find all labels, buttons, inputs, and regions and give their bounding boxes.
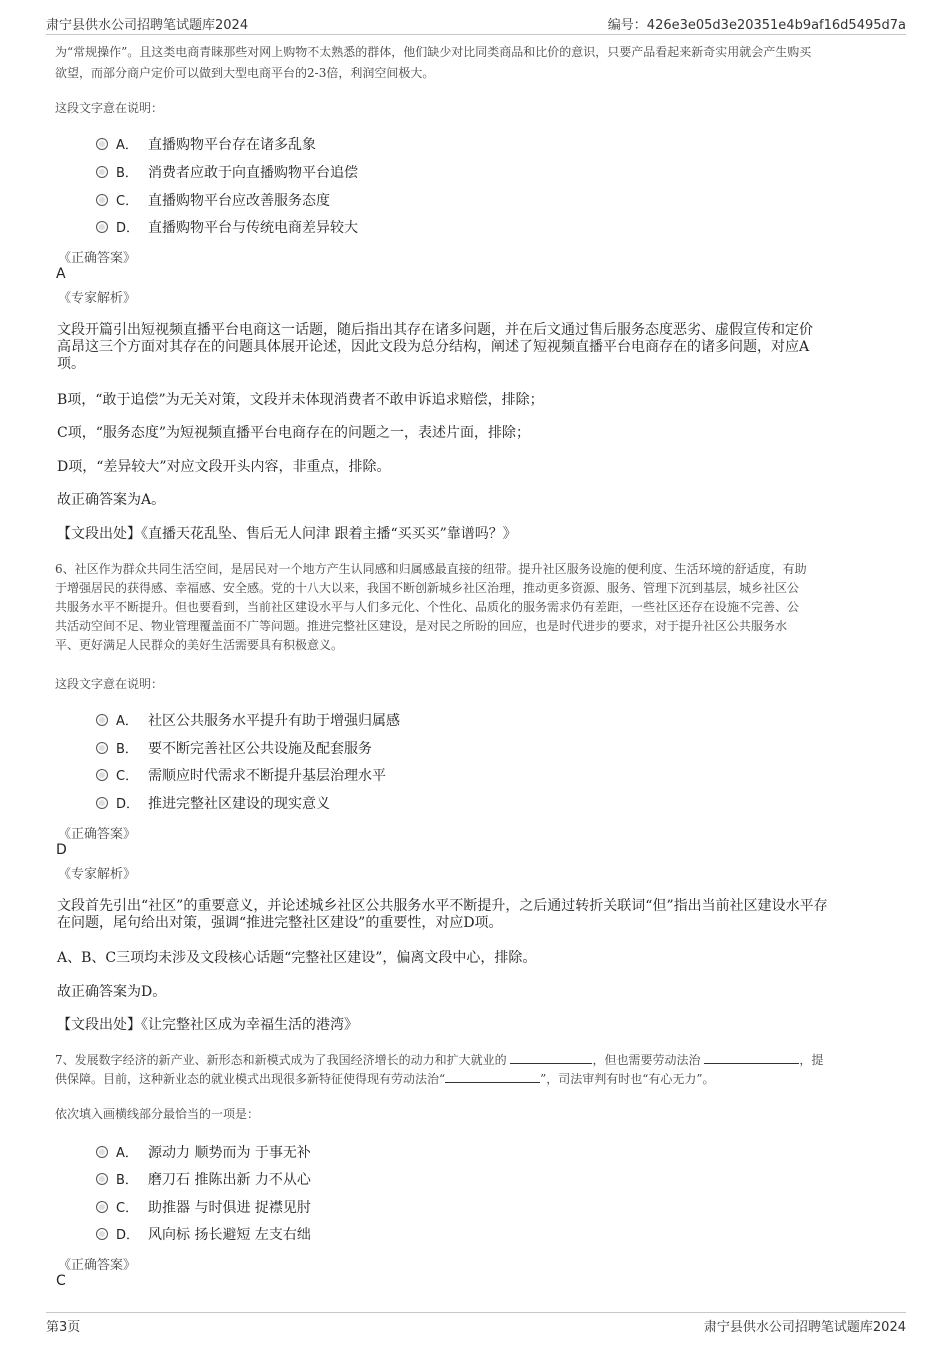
fill-blank-2 <box>704 1051 799 1064</box>
option-key: C． <box>116 194 139 209</box>
radio-icon[interactable] <box>96 769 108 781</box>
option-key: A． <box>116 1146 138 1161</box>
option-text: 直播购物平台与传统电商差异较大 <box>148 220 358 236</box>
option-d-analysis: D项，“差异较大”对应文段开头内容，非重点，排除。 <box>57 459 391 475</box>
radio-icon[interactable] <box>96 714 108 726</box>
answer-value: D <box>56 842 67 858</box>
analysis-text <box>57 322 897 373</box>
option-key: B． <box>116 1173 138 1188</box>
radio-icon[interactable] <box>96 742 108 754</box>
passage-continuation <box>55 42 895 83</box>
analysis-line: 文段开篇引出短视频直播平台电商这一话题，随后指出其存在诸多问题，并在后文通过售后服务态度恶劣、虚假宣传和定价 <box>57 322 813 338</box>
option-b-analysis: B项，“敢于追偿”为无关对策，文段并未体现消费者不敢申诉追求赔偿，排除； <box>57 392 544 408</box>
passage-line: 共活动空间不足、物业管理覆盖面不广等问题。推进完整社区建设，是对民之所盼的回应，也是时代进步的要求，对于提升社区公共服务水 <box>55 619 788 633</box>
passage-line: 平、更好满足人民群众的美好生活需要具有积极意义。 <box>55 638 344 652</box>
question-passage <box>55 560 895 655</box>
option-text: 磨刀石 推陈出新 力不从心 <box>148 1172 311 1188</box>
option-text: 推进完整社区建设的现实意义 <box>148 796 330 812</box>
question-prompt: 这段文字意在说明： <box>55 101 164 115</box>
document-id: 编号：426e3e05d3e20351e4b9af16d5495d7a <box>607 18 906 33</box>
option-key: B． <box>116 166 138 181</box>
radio-icon[interactable] <box>96 1173 108 1185</box>
radio-icon[interactable] <box>96 1146 108 1158</box>
analysis-line: 在问题，尾句给出对策，强调“推进完整社区建设”的重要性，对应D项。 <box>57 915 503 931</box>
conclusion: 故正确答案为A。 <box>57 492 166 508</box>
option-b[interactable] <box>96 162 358 182</box>
option-text: 需顺应时代需求不断提升基层治理水平 <box>148 768 386 784</box>
option-a[interactable] <box>96 710 400 730</box>
option-d[interactable] <box>96 1224 311 1244</box>
radio-icon[interactable] <box>96 138 108 150</box>
text-segment: 供保障。目前，这种新业态的就业模式出现很多新特征使得现有劳动法治“ <box>55 1072 446 1086</box>
answer-label: 《正确答案》 <box>58 827 137 842</box>
option-c[interactable] <box>96 765 386 785</box>
option-key: C． <box>116 1201 139 1216</box>
passage-line <box>55 1051 895 1070</box>
option-text: 直播购物平台存在诸多乱象 <box>148 137 316 153</box>
option-b[interactable] <box>96 1169 311 1189</box>
passage-line: 欲望，而部分商户定价可以做到大型电商平台的2-3倍，利润空间极大。 <box>55 65 435 80</box>
radio-icon[interactable] <box>96 166 108 178</box>
option-a[interactable] <box>96 134 316 154</box>
analysis-label: 《专家解析》 <box>58 291 137 306</box>
text-segment: ，提 <box>799 1053 824 1067</box>
option-key: A． <box>116 714 138 729</box>
option-text: 社区公共服务水平提升有助于增强归属感 <box>148 713 400 729</box>
header-title: 肃宁县供水公司招聘笔试题库2024 <box>46 18 249 33</box>
text-segment: ，但也需要劳动法治 <box>592 1053 701 1067</box>
option-key: B． <box>116 742 138 757</box>
text-segment: 7、发展数字经济的新产业、新形态和新模式成为了我国经济增长的动力和扩大就业的 <box>55 1053 507 1067</box>
page-number: 第3页 <box>46 1320 81 1335</box>
option-text: 风向标 扬长避短 左支右绌 <box>148 1227 311 1243</box>
passage-line: 共服务水平不断提升。但也要看到，当前社区建设水平与人们多元化、个性化、品质化的服务需求仍有差距，一些社区还存在设施不完善、公 <box>55 600 800 614</box>
page-header <box>46 12 906 35</box>
option-text: 直播购物平台应改善服务态度 <box>148 193 330 209</box>
option-text: 消费者应敢于向直播购物平台追偿 <box>148 165 358 181</box>
passage-source: 【文段出处】《直播天花乱坠、售后无人问津 跟着主播“买买买”靠谱吗？》 <box>57 526 517 542</box>
radio-icon[interactable] <box>96 1201 108 1213</box>
question-prompt: 依次填入画横线部分最恰当的一项是： <box>55 1107 260 1121</box>
option-key: D． <box>116 797 140 812</box>
option-a[interactable] <box>96 1142 311 1162</box>
answer-label: 《正确答案》 <box>58 251 137 266</box>
answer-value: A <box>56 266 66 282</box>
option-c[interactable] <box>96 1197 311 1217</box>
fill-blank-1 <box>510 1051 592 1064</box>
option-key: D． <box>116 221 140 236</box>
conclusion: 故正确答案为D。 <box>57 984 167 1000</box>
answer-label: 《正确答案》 <box>58 1258 137 1273</box>
question-prompt: 这段文字意在说明： <box>55 677 164 691</box>
analysis-line: 项。 <box>57 356 85 372</box>
text-segment: ”，司法审判有时也“有心无力”。 <box>540 1072 715 1086</box>
passage-line: 于增强居民的获得感、幸福感、安全感。党的十八大以来，我国不断创新城乡社区治理，推动更多资源、服务、管理下沉到基层，城乡社区公 <box>55 581 800 595</box>
option-c-analysis: C项，“服务态度”为短视频直播平台电商存在的问题之一，表述片面，排除； <box>57 425 531 441</box>
option-b[interactable] <box>96 738 372 758</box>
passage-line: 为“常规操作”。且这类电商青睐那些对网上购物不太熟悉的群体，他们缺少对比同类商品和比价的意识，只要产品看起来新奇实用就会产生购买 <box>55 45 812 59</box>
option-text: 助推器 与时俱进 捉襟见肘 <box>148 1200 311 1216</box>
analysis-label: 《专家解析》 <box>58 867 137 882</box>
option-key: C． <box>116 769 139 784</box>
option-text: 要不断完善社区公共设施及配套服务 <box>148 741 372 757</box>
radio-icon[interactable] <box>96 194 108 206</box>
option-d[interactable] <box>96 793 330 813</box>
options-analysis: A、B、C三项均未涉及文段核心话题“完整社区建设”，偏离文段中心，排除。 <box>57 950 537 966</box>
question-passage <box>55 1051 895 1089</box>
option-key: D． <box>116 1228 140 1243</box>
radio-icon[interactable] <box>96 797 108 809</box>
option-text: 源动力 顺势而为 于事无补 <box>148 1145 311 1161</box>
option-c[interactable] <box>96 190 330 210</box>
analysis-line: 高昂这三个方面对其存在的问题具体展开论述，因此文段为总分结构，阐述了短视频直播平台电商存在的诸多问题，对应A <box>57 339 810 355</box>
fill-blank-3 <box>445 1070 540 1083</box>
answer-value: C <box>56 1273 66 1289</box>
passage-line <box>55 1070 895 1089</box>
radio-icon[interactable] <box>96 221 108 233</box>
passage-source: 【文段出处】《让完整社区成为幸福生活的港湾》 <box>57 1017 358 1033</box>
passage-line: 6、社区作为群众共同生活空间，是居民对一个地方产生认同感和归属感最直接的纽带。提升社区服务设施的便利度、生活环境的舒适度，有助 <box>55 562 807 576</box>
analysis-text <box>57 898 897 932</box>
radio-icon[interactable] <box>96 1228 108 1240</box>
option-key: A． <box>116 138 138 153</box>
page-footer <box>46 1312 906 1335</box>
analysis-line: 文段首先引出“社区”的重要意义，并论述城乡社区公共服务水平不断提升，之后通过转折关联词“但”指出当前社区建设水平存 <box>57 898 828 914</box>
option-d[interactable] <box>96 217 358 237</box>
footer-title: 肃宁县供水公司招聘笔试题库2024 <box>703 1320 906 1335</box>
